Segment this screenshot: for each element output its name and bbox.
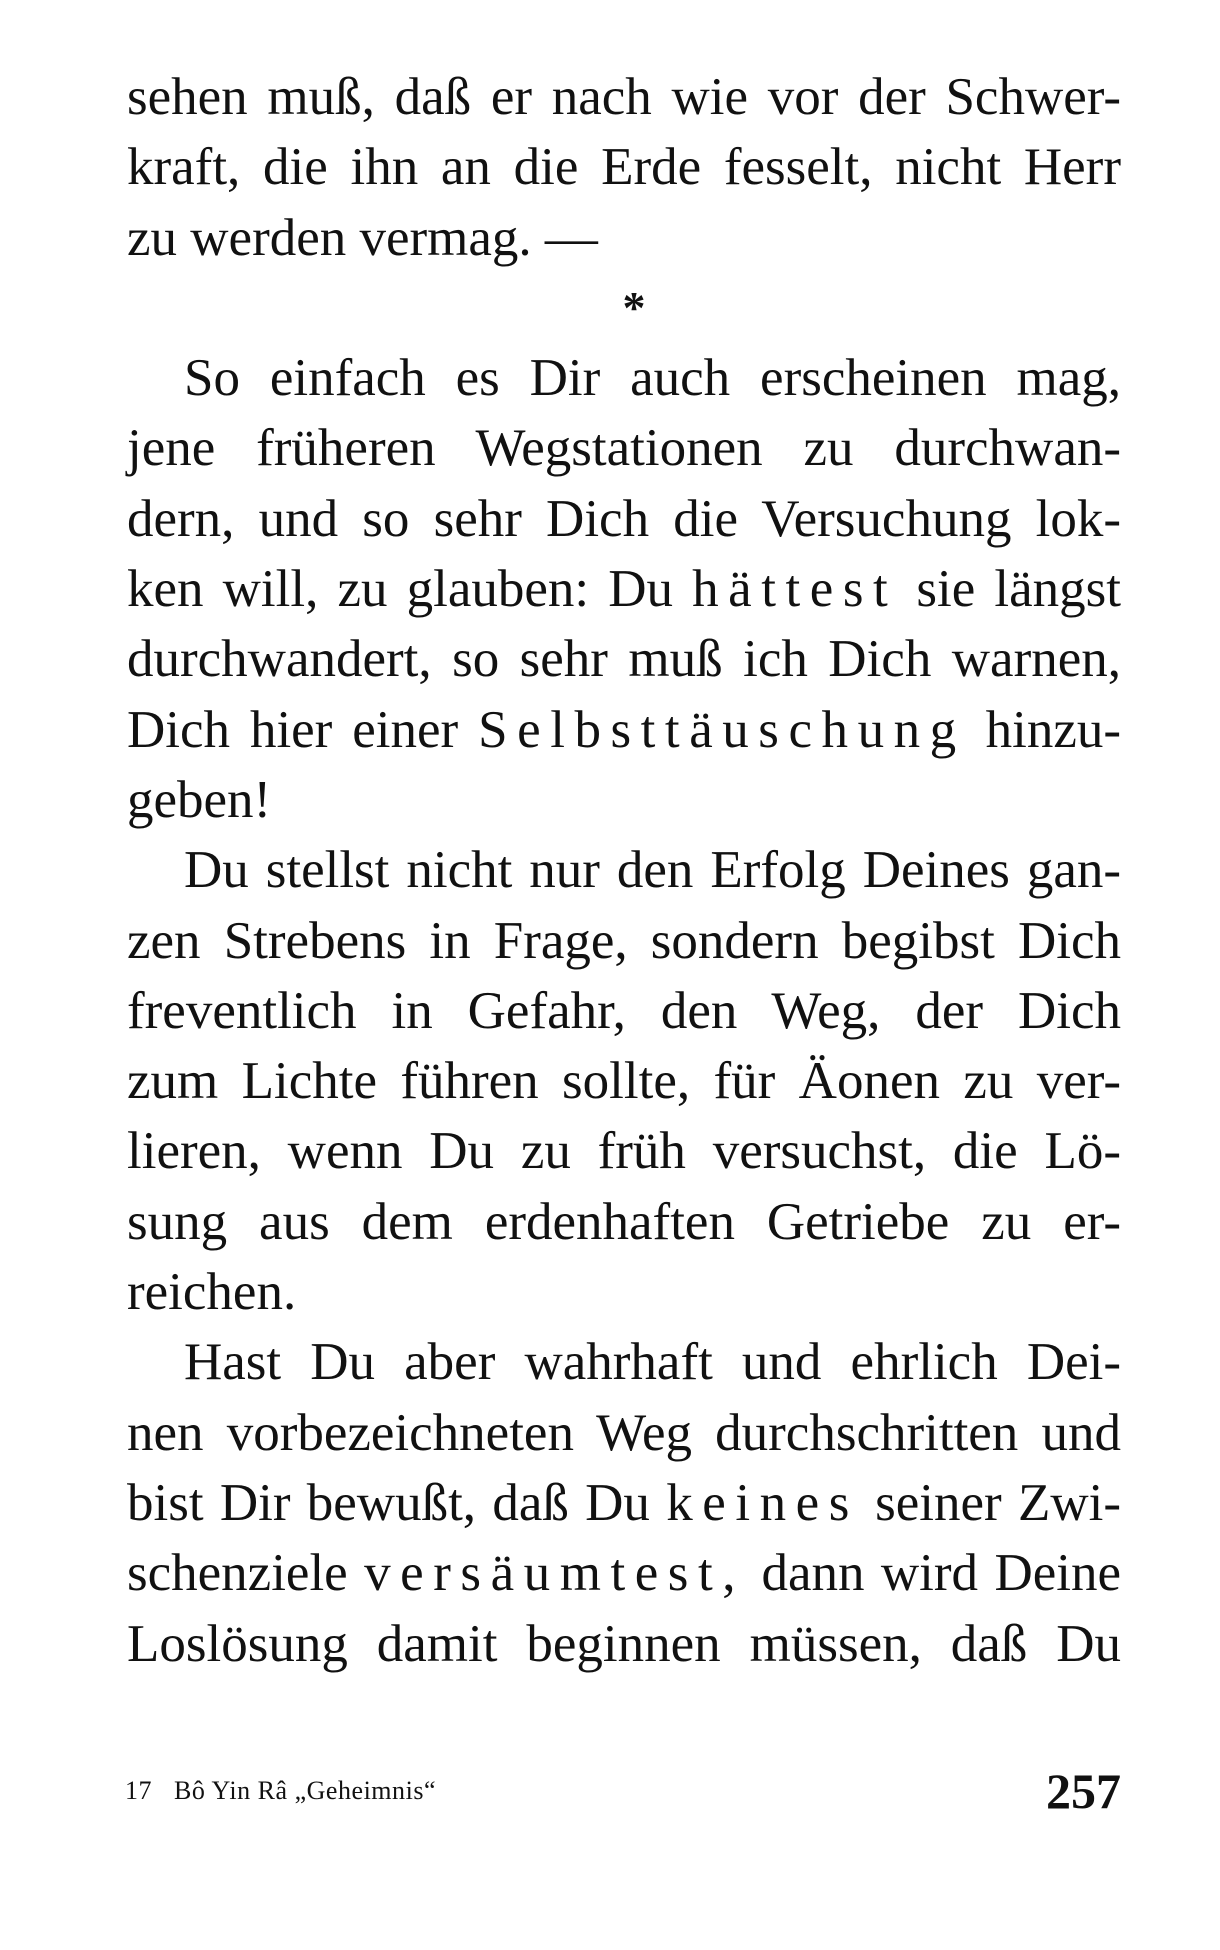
text-segment: seiner Zwi- <box>875 1473 1121 1532</box>
text-line: zu werden vermag. — <box>127 208 598 267</box>
text-segment: sie längst <box>916 560 1122 619</box>
text-line: Du stellst nicht nur den Erfolg Deines gan- <box>184 841 1121 900</box>
text-line: freventlich in Gefahr, den Weg, der Dich <box>127 981 1121 1040</box>
page-number: 257 <box>1046 1763 1121 1819</box>
signature-number: 17 <box>125 1776 153 1805</box>
printer-signature <box>125 1776 436 1806</box>
emphasis-spaced: hättest <box>692 560 898 619</box>
text-line: durchwandert, so sehr muß ich Dich warnen, <box>127 630 1121 689</box>
text-line: Loslösung damit beginnen müssen, daß Du <box>127 1614 1121 1673</box>
emphasis-spaced: versäumtest, <box>364 1544 746 1603</box>
text-segment: hinzu- <box>985 700 1122 759</box>
text-line: lieren, wenn Du zu früh versuchst, die Lö- <box>127 1122 1121 1181</box>
emphasis-spaced: Selbsttäuschung <box>478 700 966 759</box>
text-line: Hast Du aber wahrhaft und ehrlich Dei- <box>184 1333 1121 1392</box>
text-line: sung aus dem erdenhaften Getriebe zu er- <box>127 1192 1121 1251</box>
text-line: zen Strebens in Frage, sondern begibst Dich <box>127 911 1121 970</box>
text-line: jene früheren Wegstationen zu durchwan- <box>127 419 1121 478</box>
emphasis-spaced: keines <box>666 1473 859 1532</box>
text-line: reichen. <box>127 1263 297 1322</box>
text-line <box>127 554 1121 624</box>
text-line: So einfach es Dir auch erscheinen mag, <box>184 349 1121 408</box>
body-text <box>127 62 1121 1679</box>
text-line: sehen muß, daß er nach wie vor der Schwer- <box>127 68 1121 126</box>
text-line: nen vorbezeichneten Weg durchschritten und <box>127 1403 1121 1462</box>
signature-text: Bô Yin Râ „Geheimnis“ <box>174 1776 437 1805</box>
text-line: kraft, die ihn an die Erde fesselt, nicht Herr <box>127 138 1121 197</box>
text-line <box>127 695 1121 765</box>
text-line: geben! <box>127 770 272 829</box>
text-segment: bist Dir bewußt, daß Du <box>127 1473 650 1532</box>
text-segment: dann wird Deine <box>761 1544 1121 1603</box>
section-break-asterisk: * <box>622 281 646 333</box>
text-segment: Dich hier einer <box>127 700 459 759</box>
text-segment: ken will, zu glauben: Du <box>127 560 674 619</box>
page-footer <box>125 1762 1121 1822</box>
text-line: zum Lichte führen sollte, für Äonen zu ver- <box>127 1052 1121 1111</box>
text-segment: schenziele <box>127 1544 348 1603</box>
text-line <box>127 1468 1121 1538</box>
text-line <box>127 1538 1121 1608</box>
text-line: dern, und so sehr Dich die Versuchung lok- <box>127 489 1121 548</box>
